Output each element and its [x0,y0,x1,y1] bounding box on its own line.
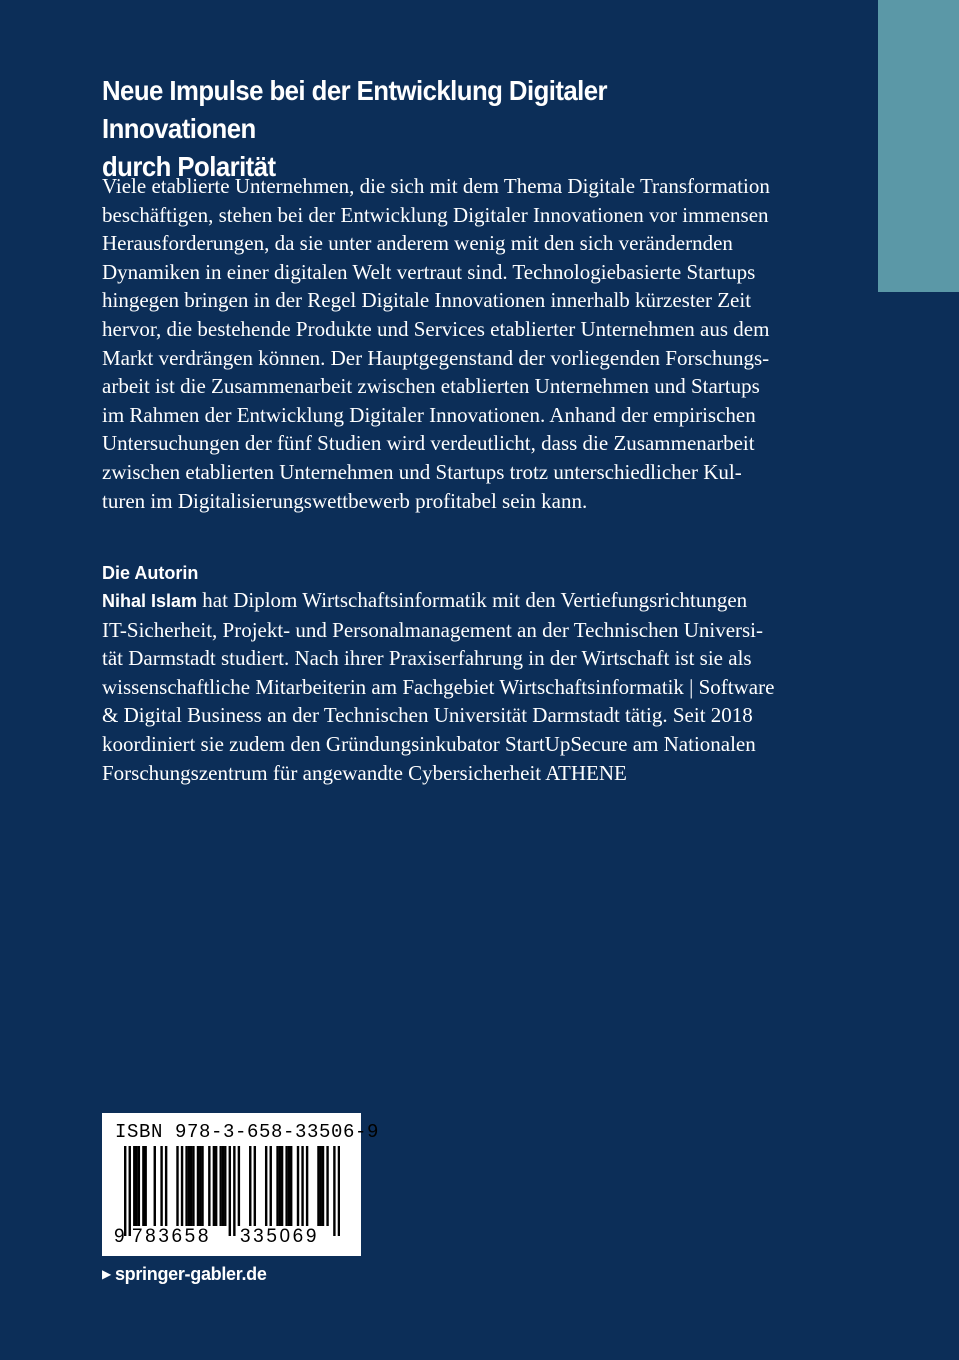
barcode-bar [224,1146,226,1226]
barcode-bar [249,1146,251,1226]
barcode-bar [129,1146,131,1236]
barcode-bar [188,1146,190,1226]
barcode-bar [301,1146,303,1226]
author-bio [102,586,814,787]
abstract-line: beschäftigen, stehen bei der Entwicklung Digitaler Innovationen vor immensen [102,202,769,227]
barcode-bar [229,1146,231,1236]
barcode-bar [290,1146,292,1226]
ean-right-digits: 335069 [240,1226,320,1247]
book-title [102,72,746,186]
barcode-bar [192,1146,194,1226]
author-bio-line: wissenschaftliche Mitarbeiterin am Fachgebiet Wirtschaftsinformatik | Software [102,674,775,699]
abstract-line: Viele etablierte Unternehmen, die sich mit dem Thema Digitale Transformation [102,174,770,198]
author-bio-line: tät Darmstadt studiert. Nach ihrer Praxiserfahrung in der Wirtschaft ist sie als [102,646,752,671]
barcode-bar [326,1146,328,1226]
barcode-bar [160,1146,162,1226]
barcode-bar [279,1146,281,1226]
author-bio-line-rest: hat Diplom Wirtschaftsinformatik mit den Vertiefungsrichtungen [197,588,748,612]
arrow-right-icon: ▶ [102,1267,111,1281]
barcode-bar [219,1146,221,1226]
abstract-line: im Rahmen der Entwicklung Digitaler Innovationen. Anhand der empirischen [102,402,756,427]
barcode-bar [297,1146,299,1226]
barcode-bar [181,1146,183,1226]
barcode-bar [288,1146,290,1226]
barcode-bar [254,1146,256,1226]
barcode-bar [176,1146,178,1226]
barcode-bar [185,1146,187,1226]
author-bio-line: Forschungszentrum für angewandte Cybersicherheit ATHENE [102,760,627,785]
barcode-bar [142,1146,144,1226]
barcode-bar [306,1146,308,1226]
barcode-bar [285,1146,287,1226]
title-line: Neue Impulse bei der Entwicklung Digitaler Innovationen [102,75,608,144]
accent-color-bar [878,0,959,292]
title-line: durch Polarität [102,151,276,182]
abstract-line: Untersuchungen der fünf Studien wird verdeutlicht, dass die Zusammenarbeit [102,431,755,456]
barcode-bar [281,1146,283,1226]
abstract-line: Dynamiken in einer digitalen Welt vertraut sind. Technologiebasierte Startups [102,259,756,284]
abstract-line: hervor, die bestehende Produkte und Services etablierter Unternehmen aus dem [102,316,770,341]
author-name: Nihal Islam [102,591,198,611]
barcode-bar [154,1146,156,1226]
author-bio-line: IT-Sicherheit, Projekt- und Personalmanagement an der Technischen Universi- [102,617,764,642]
barcode-bar [233,1146,235,1236]
barcode-bar [238,1146,240,1226]
barcode-bar [215,1146,217,1226]
author-bio-line: & Digital Business an der Technischen Universität Darmstadt tätig. Seit 2018 [102,703,753,728]
abstract-line: zwischen etablierten Unternehmen und Startups trotz unterschiedlicher Kul- [102,459,742,484]
author-bio-line: koordiniert sie zudem den Gründungsinkubator StartUpSecure am Nationalen [102,731,756,756]
barcode-bar [320,1146,322,1226]
author-bio-first-line [102,586,814,616]
barcode-bar [213,1146,215,1226]
ean-first-digit: 9 [114,1226,125,1247]
abstract-paragraph [102,172,814,515]
barcode-bar [222,1146,224,1226]
isbn-barcode-box [102,1113,380,1256]
isbn-text: ISBN 978-3-658-33506-9 [115,1121,380,1143]
publisher-url: springer-gabler.de [114,1264,267,1284]
abstract-line: turen im Digitalisierungswettbewerb profitabel sein kann. [102,488,588,513]
barcode-bar [208,1146,210,1226]
author-heading: Die Autorin [102,563,199,583]
abstract-line: hingegen bringen in der Regel Digitale Innovationen innerhalb kürzester Zeit [102,288,752,313]
barcode-bar [199,1146,201,1226]
barcode-bar [276,1146,278,1226]
abstract-line: Herausforderungen, da sie unter anderem wenig mit den sich verändernden [102,231,733,256]
barcode-bar [197,1146,199,1226]
barcode-icon [124,1146,340,1236]
barcode-bar [317,1146,319,1226]
barcode-bar [138,1146,140,1226]
abstract-line: Markt verdrängen können. Der Hauptgegenstand der vorliegenden Forschungs- [102,345,770,370]
barcode-bar [133,1146,135,1226]
barcode-bar [201,1146,203,1226]
ean-left-digits: 783658 [132,1226,212,1247]
barcode-bar [135,1146,137,1226]
publisher-link[interactable] [102,1262,267,1286]
barcode-bar [270,1146,272,1226]
barcode-bar [144,1146,146,1226]
barcode-bar [333,1146,335,1236]
abstract-line: arbeit ist die Zusammenarbeit zwischen etablierten Unternehmen und Startups [102,374,760,399]
barcode-bar [190,1146,192,1226]
barcode-bar [322,1146,324,1226]
barcode-bar [165,1146,167,1226]
barcode-bar [338,1146,340,1236]
barcode-bar [124,1146,126,1236]
barcode-bar [265,1146,267,1226]
